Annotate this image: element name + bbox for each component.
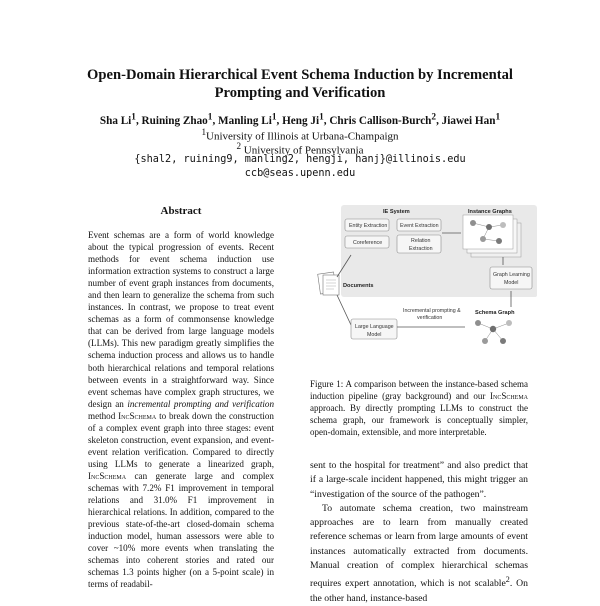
author: Sha Li$^1$: [99, 112, 136, 127]
author-list: Sha Li$^1$, Ruining Zhao$^1$, Manling Li$^1$, Heng Ji$^1$, Chris Callison-Burch$^2$, Jiawei Han$^1$: [99, 112, 501, 127]
method-name: IncSchema: [489, 391, 528, 401]
entity-extraction-label: Entity Extraction: [349, 223, 388, 229]
documents-icon: [318, 272, 339, 295]
author: Ruining Zhao$^1$: [141, 112, 213, 127]
graph-learning-label-2: Model: [504, 280, 519, 286]
author: Manling Li$^1$: [218, 112, 277, 127]
figure-1-diagram: [313, 203, 539, 353]
llm-label-1: Large Language: [355, 324, 394, 330]
abstract-text: Event schemas are a form of world knowledge about the typical progression of events. Recent methods for event schema induction use information extraction systems to construct a large number of event graph instances from documents, and then learn to generalize the schema from such instances. In contrast, we propose to treat event schemas as a form of commonsense knowledge that can be derived from large language models (LLMs). This new paradigm greatly simplifies the schema induction process and allows us to handle both hierarchical relations and temporal relations between events in a straightforward way. Since event schemas have complex graph structures, we design an incremental prompting and verification method IncSchema to break down the construction of a complex event graph into three stages: event skeleton construction, event expansion, and event-event relation verification. Compared to directly using LLMs to generate a linearized graph, IncSchema can generate large and complex schemas with 7.2% F1 improvement in temporal relations and 31.0% F1 improvement in hierarchical relations. In addition, compared to the previous state-of-the-art closed-domain schema induction model, human assessors were able to cover ~10% more events when translating the schemas into coherent stories and rated our schemas 1.3 points higher (on a 5-point scale) in terms of readabil-: [88, 230, 274, 590]
schema-graph-label: Schema Graph: [475, 310, 515, 316]
email-line-2: ccb@seas.upenn.edu: [244, 168, 356, 179]
abstract-heading: Abstract: [160, 205, 202, 217]
documents-label: Documents: [343, 283, 374, 289]
prompting-label-2: verification: [417, 315, 443, 321]
instance-graph-stack: [463, 215, 521, 257]
llm-label-2: Model: [367, 332, 382, 338]
graph-learning-label-1: Graph Learning: [493, 272, 530, 278]
author: Chris Callison-Burch$^2$: [329, 112, 437, 127]
method-name: IncSchema: [118, 410, 157, 421]
arrow-docs-to-llm: [337, 295, 351, 325]
method-name: IncSchema: [88, 470, 127, 481]
body-text-right: [310, 459, 528, 606]
coreference-label: Coreference: [353, 240, 383, 246]
paper-title: [40, 66, 560, 102]
paragraph: sent to the hospital for treatment” and also predict that if a large-scale incident happened, this might trigger an “investigation of the source of the pathogen”.: [310, 460, 528, 500]
figure-caption: Figure 1: A comparison between the instance-based schema induction pipeline (gray background) and our IncSchema approach. By directly prompting LLMs to construct the schema graph, our framework is conceptually simpler, open-domain, extensible, and more interpretable.: [310, 379, 528, 437]
relation-extraction-label-2: Extraction: [409, 246, 433, 252]
author: Heng Ji$^1$: [282, 112, 324, 127]
title-line-1: Open-Domain Hierarchical Event Schema Induction by Incremental: [87, 67, 513, 83]
instance-graphs-label: Instance Graphs: [468, 209, 512, 215]
title-line-2: Prompting and Verification: [214, 85, 386, 101]
affiliation-1: $^1$University of Illinois at Urbana-Champaign: [201, 127, 399, 143]
relation-extraction-label-1: Relation: [411, 238, 431, 244]
author: Jiawei Han$^1$: [441, 112, 501, 127]
schema-graph-drawing: [475, 320, 512, 344]
ie-system-label: IE System: [383, 209, 410, 215]
email-line-1: {shal2, ruining9, manling2, hengji, hanj}@illinois.edu: [134, 154, 466, 165]
prompting-label-1: Incremental prompting &: [403, 308, 461, 314]
paragraph: To automate schema creation, two mainstream approaches are to learn from manually created reference schemas or learn from large amounts of event instances automatically extracted from documents. Manual creation of complex hierarchical schemas requires expert annotation, which is not scalable$^2$. On the other hand, instance-based: [310, 502, 528, 604]
affiliation-2: $^2$ University of Pennsylvania: [236, 141, 364, 157]
event-extraction-label: Event Extraction: [400, 223, 439, 229]
